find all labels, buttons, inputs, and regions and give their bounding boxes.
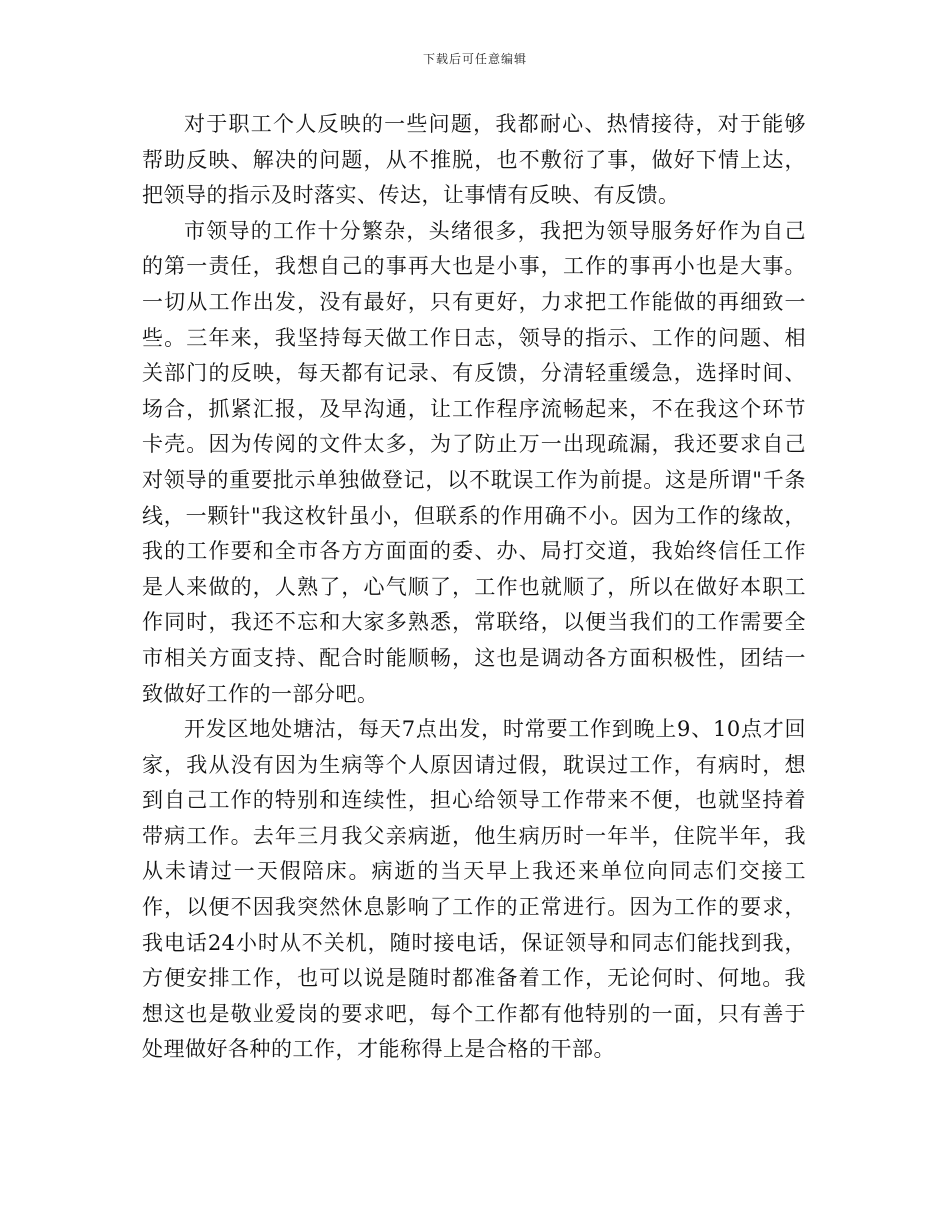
document-body	[142, 107, 806, 1068]
paragraph-1: 对于职工个人反映的一些问题，我都耐心、热情接待，对于能够帮助反映、解决的问题，从不推脱，也不敷衍了事，做好下情上达，把领导的指示及时落实、传达，让事情有反映、有反馈。	[142, 112, 806, 208]
paragraph-2: 市领导的工作十分繁杂，头绪很多，我把为领导服务好作为自己的第一责任，我想自己的事再大也是小事，工作的事再小也是大事。一切从工作出发，没有最好，只有更好，力求把工作能做的再细致一些。三年来，我坚持每天做工作日志，领导的指示、工作的问题、相关部门的反映，每天都有记录、有反馈，分清轻重缓急，选择时间、场合，抓紧汇报，及早沟通，让工作程序流畅起来，不在我这个环节卡壳。因为传阅的文件太多，为了防止万一出现疏漏，我还要求自己对领导的重要批示单独做登记，以不耽误工作为前提。这是所谓"千条线，一颗针"我这枚针虽小，但联系的作用确不小。因为工作的缘故，我的工作要和全市各方方面面的委、办、局打交道，我始终信任工作是人来做的，人熟了，心气顺了，工作也就顺了，所以在做好本职工作同时，我还不忘和大家多熟悉，常联络，以便当我们的工作需要全市相关方面支持、配合时能顺畅，这也是调动各方面积极性，团结一致做好工作的一部分吧。	[142, 218, 806, 706]
page-header: 下载后可任意编辑	[422, 52, 527, 66]
paragraph-3: 开发区地处塘沽，每天7点出发，时常要工作到晚上9、10点才回家，我从没有因为生病等个人原因请过假，耽误过工作，有病时，想到自己工作的特别和连续性，担心给领导工作带来不便，也就坚持着带病工作。去年三月我父亲病逝，他生病历时一年半，住院半年，我从未请过一天假陪床。病逝的当天早上我还来单位向同志们交接工作，以便不因我突然休息影响了工作的正常进行。因为工作的要求，我电话24小时从不关机，随时接电话，保证领导和同志们能找到我，方便安排工作，也可以说是随时都准备着工作，无论何时、何地。我想这也是敬业爱岗的要求吧，每个工作都有他特别的一面，只有善于处理做好各种的工作，才能称得上是合格的干部。	[142, 717, 806, 1062]
